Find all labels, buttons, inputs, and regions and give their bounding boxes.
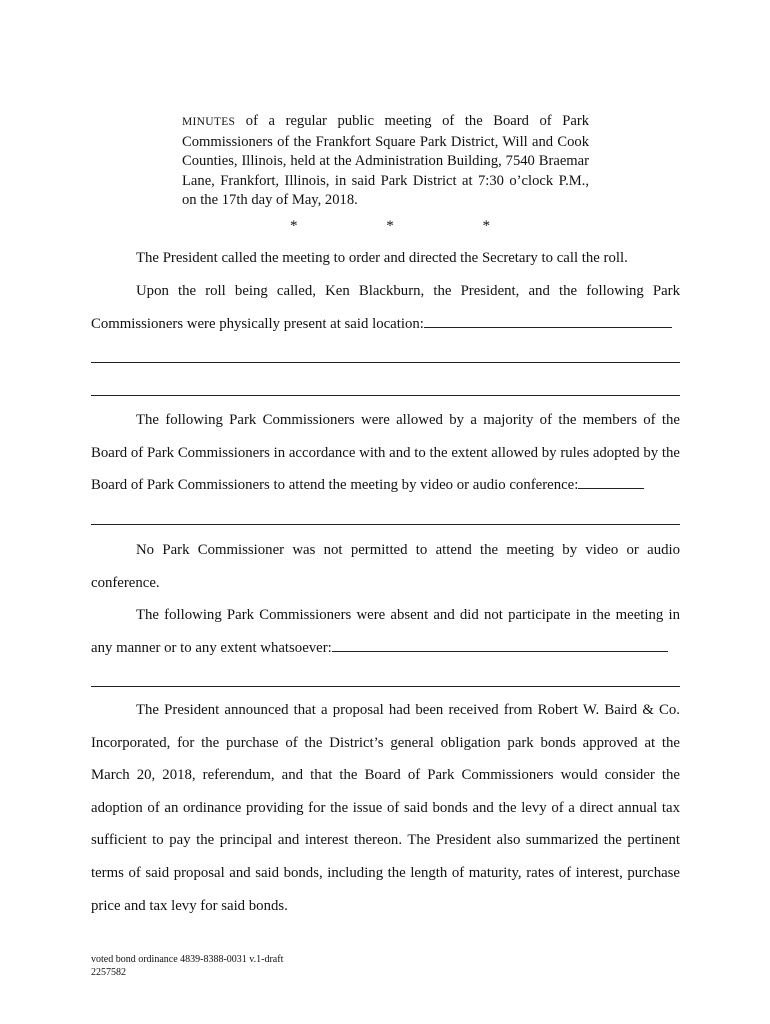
remote-commissioners-blank[interactable] (578, 474, 644, 489)
separator-star: * (290, 218, 298, 234)
document-footer (91, 954, 283, 979)
absent-commissioners-line-2[interactable] (91, 686, 680, 687)
paragraph-call-to-order (91, 242, 680, 275)
remote-allowed-text: The following Park Commissioners were allowed by a majority of the members of the Board of Park Commissioners in accordance with and to the extent allowed by rules adopted by the Board of Park Commissioners to attend the meeting by video or audio conference: (91, 412, 680, 494)
separator-star: * (482, 218, 490, 234)
paragraph-proposal (91, 694, 680, 922)
absent-text: The following Park Commissioners were absent and did not participate in the meeting in any manner or to any extent whatsoever: (91, 607, 680, 656)
separator-star: * (386, 218, 394, 234)
minutes-intro-text: of a regular public meeting of the Board of Park Commissioners of the Frankfort Square Park District, Will and Cook Counties, Illinois, held at the Administration Building, 7540 Braemar Lane, Frankfort, Illinois, in said Park District at 7:30 o’clock P.M., on the 17th day of May, 2018. (182, 113, 589, 208)
call-to-order-text: The President called the meeting to order and directed the Secretary to call the roll. (136, 250, 628, 266)
present-commissioners-line-3[interactable] (91, 395, 680, 396)
footer-doc-number: 2257582 (91, 966, 126, 978)
paragraph-roll-call (91, 275, 680, 340)
present-commissioners-line-2[interactable] (91, 362, 680, 363)
absent-commissioners-blank[interactable] (332, 637, 668, 652)
minutes-header (182, 112, 589, 211)
paragraph-absent (91, 599, 680, 664)
footer-doc-ref: voted bond ordinance 4839-8388-0031 v.1-draft (91, 954, 284, 965)
present-commissioners-blank[interactable] (424, 313, 672, 328)
minutes-word: MINUTES (182, 116, 236, 128)
not-permitted-text: No Park Commissioner was not permitted to attend the meeting by video or audio conference. (91, 542, 680, 591)
paragraph-remote-allowed (91, 404, 680, 502)
paragraph-not-permitted (91, 534, 680, 599)
remote-commissioners-line-2[interactable] (91, 524, 680, 525)
roll-call-text: Upon the roll being called, Ken Blackburn, the President, and the following Park Commissioners were physically present at said location: (91, 283, 680, 332)
proposal-text: The President announced that a proposal had been received from Robert W. Baird & Co. Incorporated, for the purchase of the District’s general obligation park bonds approved at the March 20, 2018, referendum, and that the Board of Park Commissioners would consider the adoption of an ordinance providing for the issue of said bonds and the levy of a direct annual tax sufficient to pay the principal and interest thereon. The President also summarized the pertinent terms of said proposal and said bonds, including the length of maturity, rates of interest, purchase price and tax levy for said bonds. (91, 702, 680, 914)
section-separator (290, 218, 490, 235)
